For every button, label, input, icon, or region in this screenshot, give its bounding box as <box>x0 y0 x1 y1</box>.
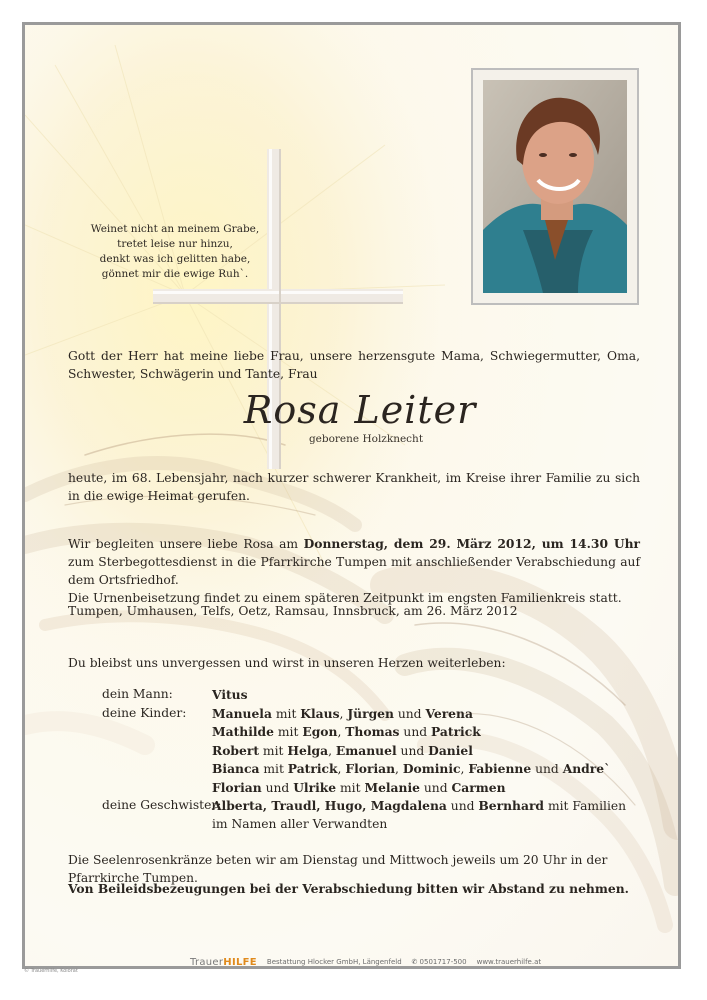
connector-text: mit <box>259 762 288 776</box>
family-list <box>102 686 626 833</box>
intro-text: Gott der Herr hat meine liebe Frau, unsere herzensgute Mama, Schwiegermutter, Oma, Schwester, Schwägerin und Tante, Frau <box>68 349 640 381</box>
phone-icon: ✆ <box>411 958 418 966</box>
connector-text: , <box>328 743 336 758</box>
connector-text: , <box>395 762 403 776</box>
poem-line: denkt was ich gelitten habe, <box>99 253 251 265</box>
connector-text: mit <box>273 725 303 739</box>
husband-name: Vitus <box>212 687 248 702</box>
poem-line: Weinet nicht an meinem Grabe, <box>90 223 260 235</box>
relatives-text: im Namen aller Verwandten <box>212 816 388 831</box>
family-member-name: Verena <box>425 705 473 721</box>
family-member-name: Florian <box>345 761 396 776</box>
place-date: Tumpen, Umhausen, Telfs, Oetz, Ramsau, Innsbruck, am 26. März 2012 <box>68 604 518 618</box>
footer <box>180 955 540 969</box>
brand-plain: Trauer <box>190 956 224 968</box>
family-member-name: Melanie <box>364 779 420 795</box>
brand-accent: HILFE <box>223 956 257 968</box>
connector-text: mit <box>259 743 288 758</box>
portrait-photo <box>483 80 627 293</box>
connector-text: , <box>460 762 469 776</box>
phone-number: 0501717-500 <box>419 958 467 966</box>
connector-text: , <box>337 725 346 739</box>
remembrance-text: Du bleibst uns unvergessen und wirst in unseren Herzen weiterleben: <box>68 656 506 670</box>
funeral-details <box>68 535 640 607</box>
child-name: Mathilde <box>212 724 274 739</box>
condolence-text: Von Beileidsbezeugungen bei der Verabschiedung bitten wir Abstand zu nehmen. <box>68 881 629 896</box>
connector-text: und <box>396 743 429 758</box>
family-member-name: Daniel <box>428 742 473 758</box>
funeral-date-time: Donnerstag, dem 29. März 2012, um 14.30 Uhr <box>303 536 640 551</box>
family-row-husband <box>102 686 626 705</box>
connector-text: und <box>446 799 479 813</box>
deceased-name: Rosa Leiter <box>243 388 477 432</box>
family-member-name: Jürgen <box>347 705 394 721</box>
child-entry <box>212 723 610 742</box>
family-member-name: Patrick <box>287 761 338 776</box>
family-member-name: Dominic <box>402 761 461 776</box>
relation-label: deine Kinder: <box>102 705 187 720</box>
child-entry <box>212 779 610 798</box>
connector-text: und <box>261 780 294 795</box>
family-member-name: Patrick <box>431 724 481 739</box>
connector-text: mit <box>271 706 301 721</box>
funeral-text: Wir begleiten unsere liebe Rosa am <box>68 537 304 551</box>
image-credit: © Trauerhilfe, Kolorat <box>24 968 78 974</box>
brand-name <box>190 957 257 968</box>
connector-text: mit Familien <box>544 799 627 813</box>
urn-text: Die Urnenbeisetzung findet zu einem späteren Zeitpunkt im engsten Familienkreis statt. <box>68 591 622 605</box>
sibling-names: Alberta, Traudl, Hugo, Magdalena <box>212 798 447 813</box>
death-announcement: heute, im 68. Lebensjahr, nach kurzer schwerer Krankheit, im Kreise ihrer Familie zu sich in die ewige Heimat gerufen. <box>68 471 640 503</box>
connector-text: und <box>393 706 426 721</box>
family-row-relatives <box>102 816 626 834</box>
family-member-name: Carmen <box>451 779 506 795</box>
company-name: Bestattung Hlocker GmbH, Längenfeld <box>266 958 402 966</box>
relation-label: dein Mann: <box>102 687 173 701</box>
rosary-text: Die Seelenrosenkränze beten wir am Dienstag und Mittwoch jeweils um 20 Uhr in der Pfarrkirche Tumpen. <box>68 853 608 885</box>
portrait-frame <box>471 68 639 305</box>
family-row-children <box>102 705 626 798</box>
connector-text: und <box>419 780 452 795</box>
child-name: Robert <box>212 742 260 758</box>
poem-line: tretet leise nur hinzu, <box>117 238 233 250</box>
birth-name: geborene Holzknecht <box>308 433 424 445</box>
poem-line: gönnet mir die ewige Ruh`. <box>101 268 249 280</box>
connector-text: und <box>399 725 432 739</box>
child-name: Florian <box>212 779 262 795</box>
website[interactable]: www.trauerhilfe.at <box>476 958 542 966</box>
family-member-name: Thomas <box>345 724 400 739</box>
family-member-name: Emanuel <box>335 742 397 758</box>
family-member-name: Egon <box>302 724 338 739</box>
connector-text: , <box>339 706 348 721</box>
portrait-illustration <box>483 80 627 293</box>
connector-text: mit <box>336 780 365 795</box>
funeral-text: zum Sterbegottesdienst in die Pfarrkirche Tumpen mit anschließender Verabschiedung auf dem Ortsfriedhof. <box>68 555 640 587</box>
family-member-name: Helga <box>287 742 329 758</box>
children-list <box>212 705 610 798</box>
family-row-siblings <box>102 797 626 816</box>
poem <box>80 222 270 282</box>
family-member-name: Andre` <box>562 761 611 776</box>
child-entry <box>212 760 610 779</box>
child-entry <box>212 705 610 724</box>
child-name: Bianca <box>212 761 260 776</box>
family-member-name: Ulrike <box>293 779 337 795</box>
family-member-name: Fabienne <box>468 761 532 776</box>
connector-text: , <box>337 762 346 776</box>
sibling-names: Bernhard <box>478 798 545 813</box>
relation-label: deine Geschwister: <box>102 798 222 812</box>
child-entry <box>212 742 610 761</box>
family-member-name: Klaus <box>300 705 340 721</box>
connector-text: und <box>531 762 563 776</box>
child-name: Manuela <box>212 705 272 721</box>
siblings-list <box>212 797 626 816</box>
